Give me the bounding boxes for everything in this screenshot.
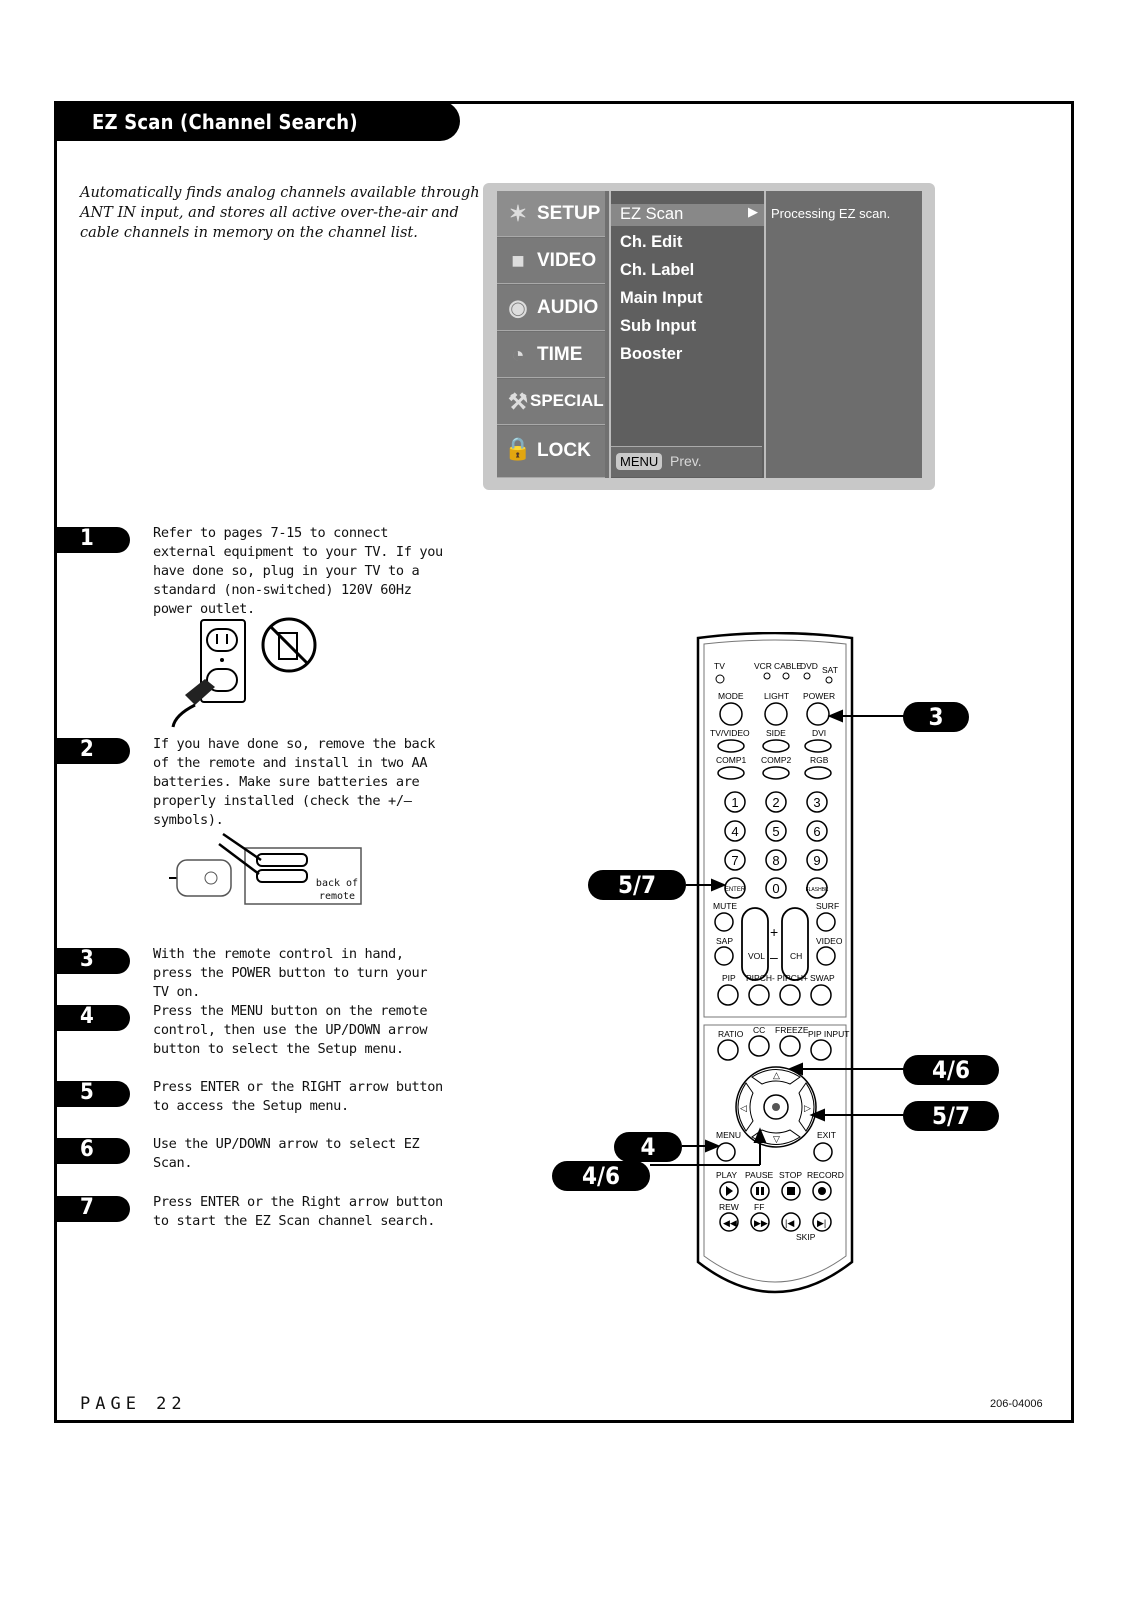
osd-submenu-item: Booster <box>620 345 683 363</box>
speaker-icon: ◉ <box>508 295 528 320</box>
remote-label: RECORD <box>807 1170 844 1180</box>
remote-label: STOP <box>779 1170 802 1180</box>
remote-label: COMP2 <box>761 755 792 765</box>
step-text: If you have done so, remove the back of the remote and install in two AA batteries. Make sure batteries are properly installed (check the +/– symbols). <box>153 736 436 828</box>
remote-label: LIGHT <box>764 691 790 701</box>
callout-5-7-left: 5/7 <box>588 870 686 900</box>
intro-text: Automatically finds analog channels available through ANT IN input, and stores all active over-the-air and cable channels in memory on the channel list. <box>80 185 480 241</box>
remote-label: RATIO <box>718 1029 744 1039</box>
step-text: Press ENTER or the RIGHT arrow button to access the Setup menu. <box>153 1079 443 1114</box>
step-badge: 4 <box>54 1005 130 1031</box>
step-text: With the remote control in hand, press the POWER button to turn your TV on. <box>153 946 428 1000</box>
step-text: Refer to pages 7-15 to connect external equipment to your TV. If you have done so, plug in your TV to a standard (non-switched) 120V 60Hz power outlet. <box>153 525 443 617</box>
osd-submenu-item: Ch. Edit <box>620 233 683 251</box>
digit-label: 4 <box>731 824 739 839</box>
page-number: PAGE 22 <box>80 1394 187 1414</box>
digit-label: 5 <box>772 824 780 839</box>
remote-label: MODE <box>718 691 744 701</box>
callout-4-6-left: 4/6 <box>552 1161 650 1191</box>
remote-label: POWER <box>803 691 836 701</box>
svg-text:◀◀: ◀◀ <box>723 1218 737 1228</box>
right-arrow-icon: ▶ <box>748 205 758 220</box>
wrench-icon: ⚒ <box>508 389 528 414</box>
battery-label: back of remote <box>315 878 359 902</box>
callout-4: 4 <box>614 1132 682 1162</box>
svg-text:+: + <box>770 924 779 940</box>
remote-label: EXIT <box>817 1130 836 1140</box>
remote-label: CABLE <box>774 661 802 671</box>
remote-label: FLASHBK <box>805 887 829 893</box>
svg-text:–: – <box>770 949 778 965</box>
remote-label: COMP1 <box>716 755 747 765</box>
page-title: EZ Scan (Channel Search) <box>92 110 358 134</box>
clock-icon: ◔ <box>511 342 525 367</box>
remote-label: VOL <box>748 951 766 961</box>
remote-label: FREEZE <box>775 1025 809 1035</box>
remote-label: VCR <box>754 661 772 671</box>
svg-text:▶|: ▶| <box>817 1218 827 1228</box>
antenna-icon: ✶ <box>508 201 528 226</box>
remote-label: DVD <box>800 661 818 671</box>
step-badge: 3 <box>54 948 130 974</box>
remote-label: SWAP <box>810 973 835 983</box>
tv-icon: ■ <box>511 248 525 273</box>
remote-label: ENTER <box>724 887 746 893</box>
remote-label: SKIP <box>796 1232 816 1242</box>
digit-label: 0 <box>772 881 780 896</box>
step-badge: 5 <box>54 1081 130 1107</box>
remote-label: DVI <box>812 728 827 738</box>
remote-label: PIPCH- <box>746 973 775 983</box>
remote-label: CC <box>753 1025 766 1035</box>
osd-item-label: VIDEO <box>537 250 597 271</box>
osd-item-label: AUDIO <box>537 297 599 318</box>
remote-label: SAT <box>822 665 838 675</box>
osd-item-label: SPECIAL <box>530 391 604 410</box>
doc-code: 206-04006 <box>990 1398 1043 1410</box>
callout-4-6-right: 4/6 <box>903 1055 999 1085</box>
svg-text:△: △ <box>773 1070 780 1080</box>
remote-label: MENU <box>716 1130 742 1140</box>
digit-label: 8 <box>772 853 780 868</box>
osd-item-label: SETUP <box>537 203 601 224</box>
step-text: Use the UP/DOWN arrow to select EZ Scan. <box>153 1136 420 1171</box>
digit-label: 2 <box>772 795 780 810</box>
osd-menu-button: MENU <box>616 453 662 470</box>
svg-text:▶▶: ▶▶ <box>754 1218 768 1228</box>
osd-submenu-item: Main Input <box>620 289 703 307</box>
osd-submenu-item: Ch. Label <box>620 261 695 279</box>
remote-label: SURF <box>816 901 840 911</box>
remote-label: MUTE <box>713 901 738 911</box>
digit-label: 7 <box>731 853 739 868</box>
step-badge: 1 <box>54 527 130 553</box>
step-text: Press the MENU button on the remote control, then use the UP/DOWN arrow button to select the Setup menu. <box>153 1003 428 1057</box>
remote-label: PAUSE <box>745 1170 774 1180</box>
step-text: Press ENTER or the Right arrow button to start the EZ Scan channel search. <box>153 1194 443 1229</box>
remote-label: PIP <box>722 973 736 983</box>
osd-submenu-item: Sub Input <box>620 317 697 335</box>
osd-prev-label: Prev. <box>670 453 702 469</box>
svg-text:▽: ▽ <box>773 1134 780 1144</box>
step-badge: 7 <box>54 1196 130 1222</box>
digit-label: 9 <box>813 853 821 868</box>
remote-label: PIPCH+ <box>777 973 808 983</box>
osd-item-label: LOCK <box>537 440 591 461</box>
remote-label: SAP <box>716 936 734 946</box>
callout-5-7-right: 5/7 <box>903 1101 999 1131</box>
remote-label: REW <box>719 1202 739 1212</box>
osd-item-label: TIME <box>537 344 583 365</box>
svg-text:|◀: |◀ <box>785 1218 795 1228</box>
step-badge: 2 <box>54 738 130 764</box>
osd-submenu-item: EZ Scan <box>620 205 684 223</box>
digit-label: 1 <box>731 795 739 810</box>
remote-label: CH <box>790 951 803 961</box>
remote-label: TV <box>714 661 725 671</box>
remote-label: VIDEO <box>816 936 843 946</box>
remote-label: RGB <box>810 755 829 765</box>
step-badge: 6 <box>54 1138 130 1164</box>
remote-label: PIP INPUT <box>808 1029 850 1039</box>
remote-label: FF <box>754 1202 765 1212</box>
digit-label: 6 <box>813 824 821 839</box>
lock-icon: 🔒 <box>504 436 532 461</box>
svg-text:▷: ▷ <box>804 1103 811 1113</box>
osd-status-text: Processing EZ scan. <box>771 206 891 221</box>
remote-label: PLAY <box>716 1170 738 1180</box>
svg-text:◁: ◁ <box>740 1103 747 1113</box>
callout-3: 3 <box>903 702 969 732</box>
remote-label: SIDE <box>766 728 786 738</box>
remote-label: TV/VIDEO <box>710 728 750 738</box>
digit-label: 3 <box>813 795 821 810</box>
